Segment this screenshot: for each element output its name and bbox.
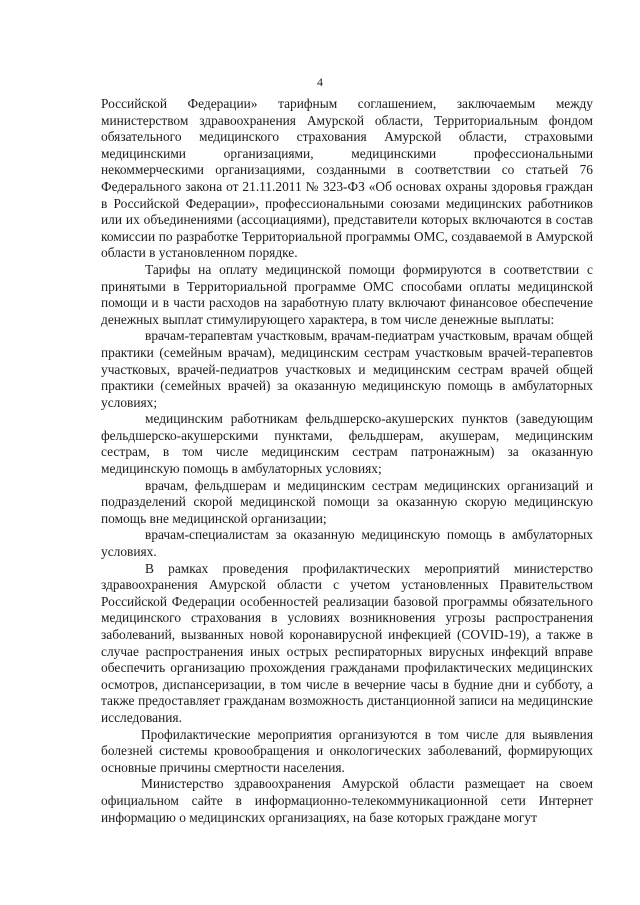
- paragraph-ministry-website: Министерство здравоохранения Амурской области размещает на своем официальном сайте в информационно-телекоммуникационной сети Интернет информацию о медицинских организациях, на базе которых граждане могут: [101, 776, 593, 825]
- paragraph-tariff-agreement: Российской Федерации» тарифным соглашением, заключаемым между министерством здравоохранения Амурской области, Территориальным фондом обязательного медицинского страхования Амурской области, страховыми медицинскими организациями, медицинскими профессиональными некоммерческими организациями, созданными в соответствии со статьей 76 Федерального закона от 21.11.2011 № 323-ФЗ «Об основах охраны здоровья граждан в Российской Федерации», профессиональными союзами медицинских работников или их объединениями (ассоциациями), представители которых включаются в состав комиссии по разработке Территориальной программы ОМС, создаваемой в Амурской области в установленном порядке.: [101, 96, 593, 261]
- paragraph-tariffs-formation: Тарифы на оплату медицинской помощи формируются в соответствии с принятыми в Территориальной программе ОМС способами оплаты медицинской помощи и в части расходов на заработную плату включают финансовое обеспечение денежных выплат стимулирующего характера, в том числе денежные выплаты:: [101, 261, 593, 327]
- paragraph-preventive-goals: Профилактические мероприятия организуются в том числе для выявления болезней системы кровообращения и онкологических заболеваний, формирующих основные причины смертности населения.: [101, 726, 593, 775]
- paragraph-preventive-measures: В рамках проведения профилактических мероприятий министерство здравоохранения Амурской области с учетом установленных Правительством Российской Федерации особенностей реализации базовой программы обязательного медицинского страхования в условиях возникновения угрозы распространения заболеваний, вызванных новой коронавирусной инфекцией (COVID-19), а также в случае распространения иных острых респираторных вирусных инфекций вправе обеспечить организацию прохождения гражданами профилактических медицинских осмотров, диспансеризации, в том числе в вечерние часы в будние дни и субботу, а также предоставляет гражданам возможность дистанционной записи на медицинские исследования.: [101, 560, 593, 725]
- list-item-district-doctors: врачам-терапевтам участковым, врачам-педиатрам участковым, врачам общей практики (семейным врачам), медицинским сестрам участковым врачей-терапевтов участковых, врачей-педиатров участковых и медицинским сестрам врачей общей практики (семейных врачей) за оказанную медицинскую помощь в амбулаторных условиях;: [101, 328, 593, 410]
- list-item-fap-workers: медицинским работникам фельдшерско-акушерских пунктов (заведующим фельдшерско-акушерскими пунктами, фельдшерам, акушерам, медицинским сестрам, в том числе медицинским сестрам патронажным) за оказанную медицинскую помощь в амбулаторных условиях;: [101, 411, 593, 477]
- list-item-specialists: врачам-специалистам за оказанную медицинскую помощь в амбулаторных условиях.: [101, 527, 593, 560]
- document-body: [101, 96, 593, 826]
- list-item-emergency-care: врачам, фельдшерам и медицинским сестрам медицинских организаций и подразделений скорой медицинской помощи за оказанную скорую медицинскую помощь вне медицинской организации;: [101, 477, 593, 526]
- page-number: 4: [317, 75, 323, 89]
